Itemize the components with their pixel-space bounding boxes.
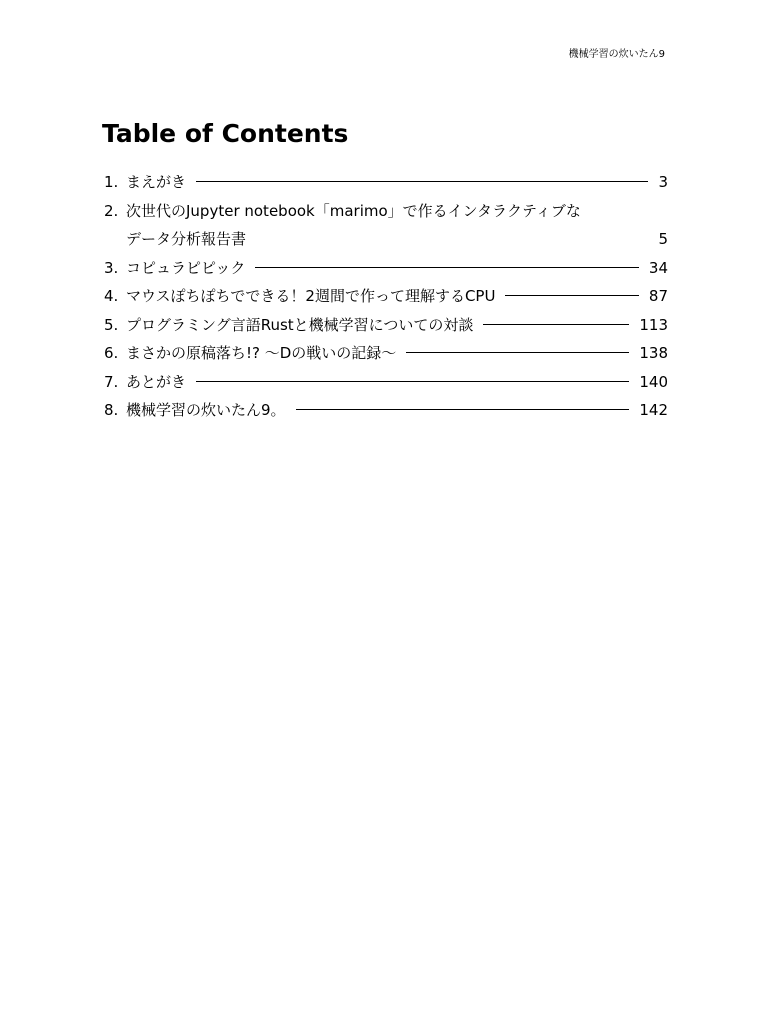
toc-entry-7[interactable]	[104, 368, 668, 397]
toc-entry-page: 34	[648, 258, 668, 277]
toc-list	[104, 168, 668, 425]
toc-entry-label: コピュラピピック	[126, 258, 246, 277]
toc-entry-page: 138	[639, 344, 668, 362]
toc-leader-line	[505, 295, 638, 296]
toc-entry-number: 6.	[104, 344, 119, 362]
toc-leader-line	[196, 381, 629, 382]
toc-entry-number: 8.	[104, 401, 119, 419]
toc-entry-label: まさかの原稿落ち!? 〜Dの戦いの記録〜	[126, 344, 397, 362]
toc-leader-line	[296, 409, 630, 410]
toc-entry-label: まえがき	[126, 173, 187, 191]
toc-leader-line	[196, 181, 648, 182]
toc-entry-page: 5	[658, 230, 668, 248]
toc-entry-label: マウスぽちぽちでできる！2週間で作って理解するCPU	[126, 287, 496, 305]
toc-entry-number: 1.	[104, 173, 119, 191]
toc-entry-page: 142	[639, 401, 668, 419]
toc-entry-4[interactable]	[104, 282, 668, 311]
toc-entry-number: 7.	[104, 372, 119, 391]
toc-title: Table of Contents	[102, 119, 349, 148]
toc-leader-line	[255, 267, 639, 268]
toc-entry-8[interactable]	[104, 396, 668, 425]
toc-entry-number: 4.	[104, 287, 119, 305]
toc-entry-5[interactable]	[104, 311, 668, 340]
toc-entry-1[interactable]	[104, 168, 668, 197]
toc-entry-page: 113	[639, 315, 668, 334]
toc-entry-page: 87	[648, 287, 668, 305]
toc-entry-line2	[104, 225, 668, 254]
toc-entry-number: 3.	[104, 258, 119, 277]
running-header: 機械学習の炊いたん9	[568, 49, 665, 60]
toc-entry-label: あとがき	[126, 372, 187, 391]
toc-entry-page: 140	[639, 372, 668, 391]
toc-entry-label: プログラミング言語Rustと機械学習についての対談	[126, 315, 474, 334]
toc-entry-label-line2: データ分析報告書	[126, 230, 247, 248]
toc-entry-6[interactable]	[104, 339, 668, 368]
toc-entry-3[interactable]	[104, 254, 668, 283]
toc-entry-number: 2.	[104, 201, 119, 220]
toc-leader-line	[406, 352, 629, 353]
toc-entry-label: 機械学習の炊いたん9。	[126, 401, 286, 419]
toc-entry-page: 3	[658, 173, 668, 191]
toc-entry-line1	[104, 197, 668, 226]
toc-entry-2[interactable]	[104, 197, 668, 254]
toc-entry-number: 5.	[104, 315, 119, 334]
toc-entry-label-line1: 次世代のJupyter notebook「marimo」で作るインタラクティブな	[126, 201, 581, 220]
toc-leader-line	[483, 324, 629, 325]
